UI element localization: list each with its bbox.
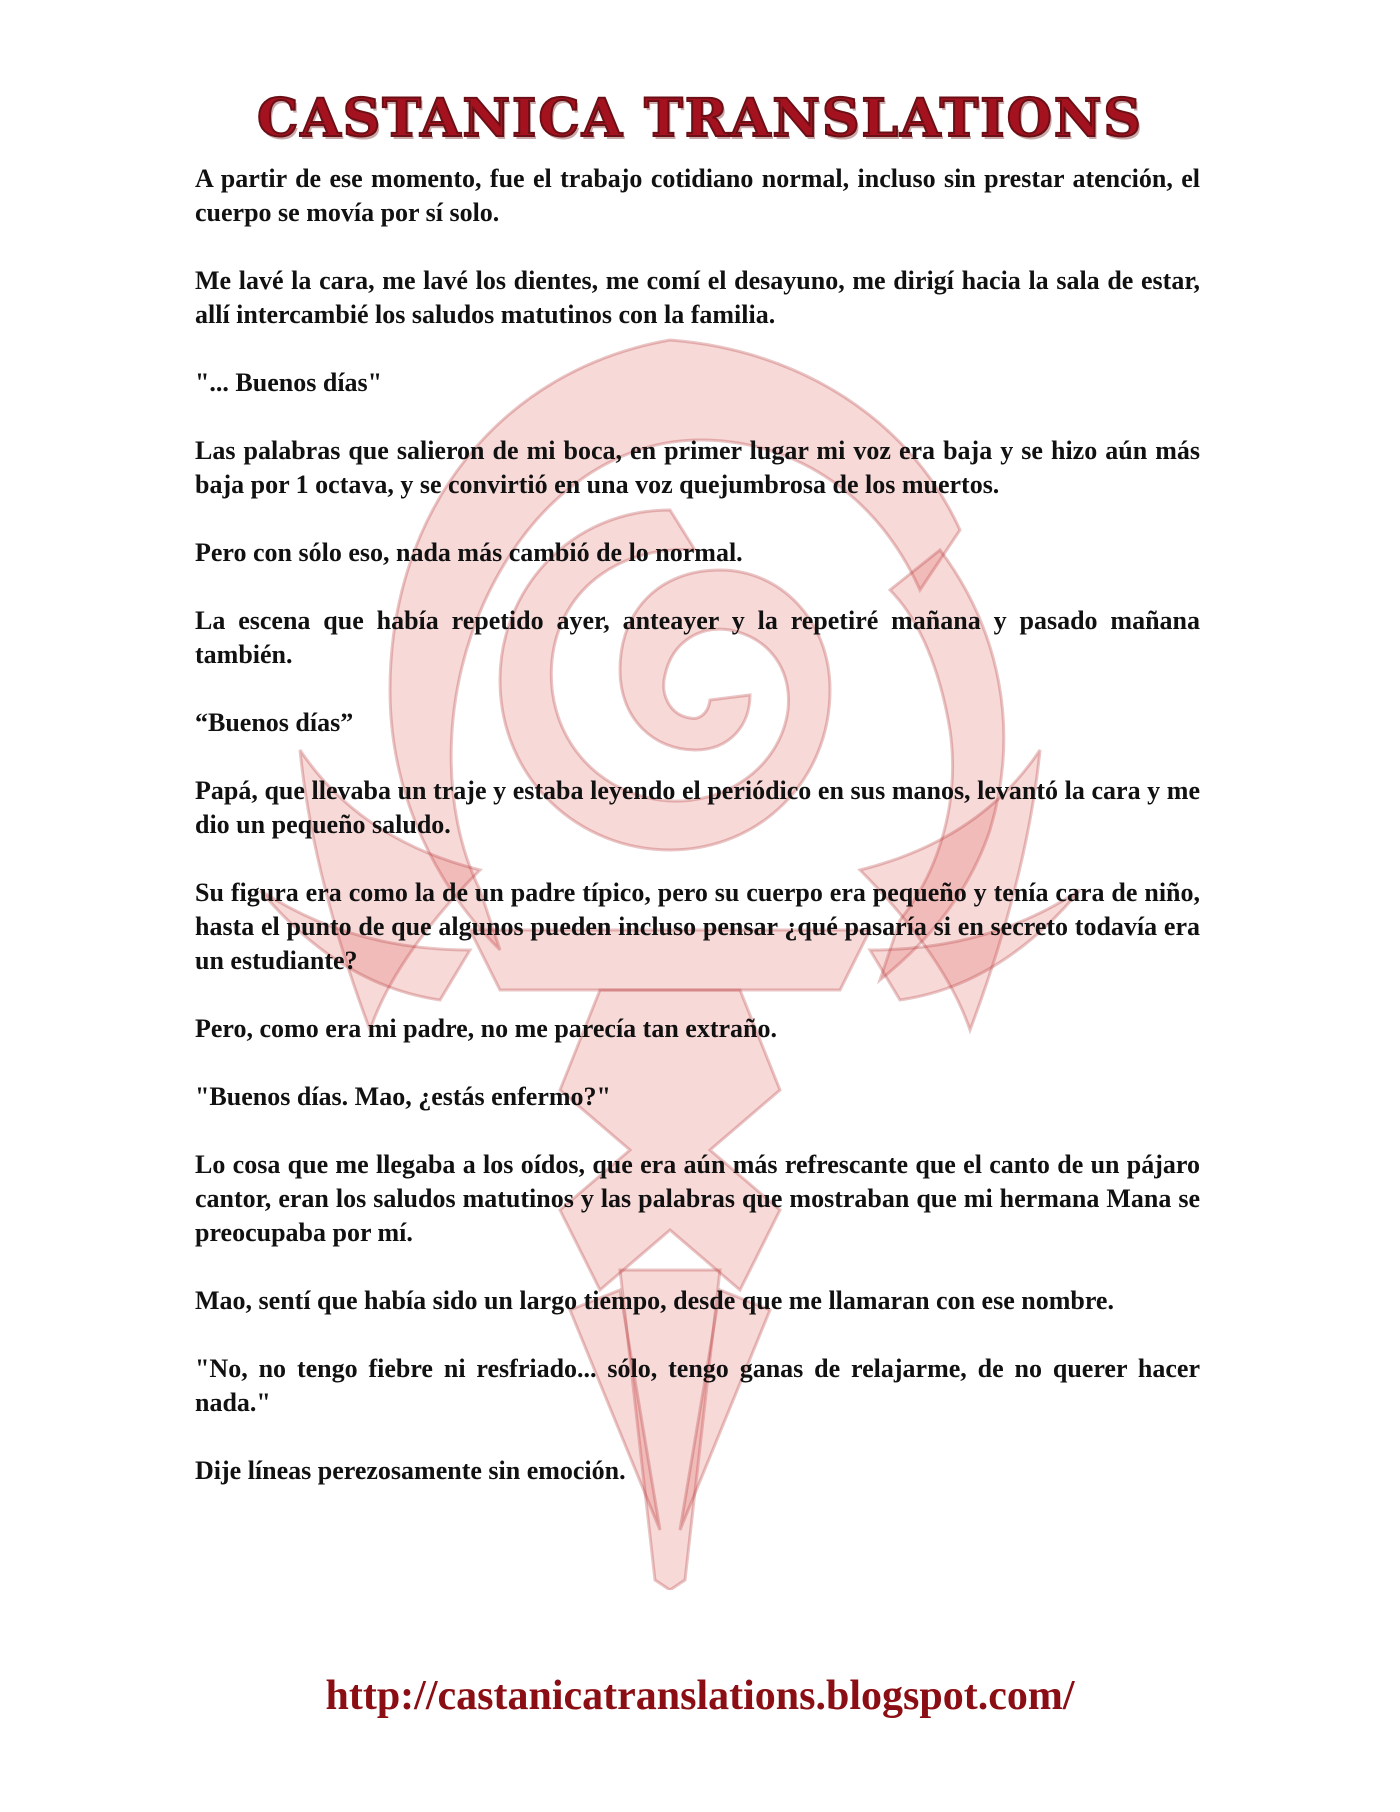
paragraph: Mao, sentí que había sido un largo tiempo, desde que me llamaran con ese nombre.	[195, 1286, 1114, 1315]
paragraph: Me lavé la cara, me lavé los dientes, me comí el desayuno, me dirigí hacia la sala de estar, allí intercambié los saludos matutinos con la familia.	[195, 266, 1200, 329]
paragraph: "... Buenos días"	[195, 368, 383, 397]
paragraph: Su figura era como la de un padre típico, pero su cuerpo era pequeño y tenía cara de niño, hasta el punto de que algunos pueden incluso pensar ¿qué pasaría si en secreto todavía era un estudiante?	[195, 878, 1200, 975]
paragraph: Pero con sólo eso, nada más cambió de lo normal.	[195, 538, 743, 567]
blog-url-link[interactable]: http://castanicatranslations.blogspot.com/	[325, 1673, 1075, 1719]
paragraph: Las palabras que salieron de mi boca, en primer lugar mi voz era baja y se hizo aún más baja por 1 octava, y se convirtió en una voz quejumbrosa de los muertos.	[195, 436, 1200, 499]
paragraph: Lo cosa que me llegaba a los oídos, que era aún más refrescante que el canto de un pájaro cantor, eran los saludos matutinos y las palabras que mostraban que mi hermana Mana se preocupaba por mí.	[195, 1150, 1200, 1247]
page-title: CASTANICA TRANSLATIONS	[257, 88, 1143, 149]
page-footer	[0, 1672, 1400, 1720]
paragraph: “Buenos días”	[195, 708, 354, 737]
page-header	[0, 88, 1400, 149]
paragraph: "No, no tengo fiebre ni resfriado... sólo, tengo ganas de relajarme, de no querer hacer nada."	[195, 1354, 1200, 1417]
paragraph: Pero, como era mi padre, no me parecía tan extraño.	[195, 1014, 777, 1043]
paragraph: "Buenos días. Mao, ¿estás enfermo?"	[195, 1082, 611, 1111]
paragraph: A partir de ese momento, fue el trabajo cotidiano normal, incluso sin prestar atención, el cuerpo se movía por sí solo.	[195, 164, 1200, 227]
paragraph: La escena que había repetido ayer, anteayer y la repetiré mañana y pasado mañana también.	[195, 606, 1200, 669]
paragraph: Dije líneas perezosamente sin emoción.	[195, 1456, 626, 1485]
paragraph: Papá, que llevaba un traje y estaba leyendo el periódico en sus manos, levantó la cara y me dio un pequeño saludo.	[195, 776, 1200, 839]
body-text	[195, 162, 1200, 1522]
